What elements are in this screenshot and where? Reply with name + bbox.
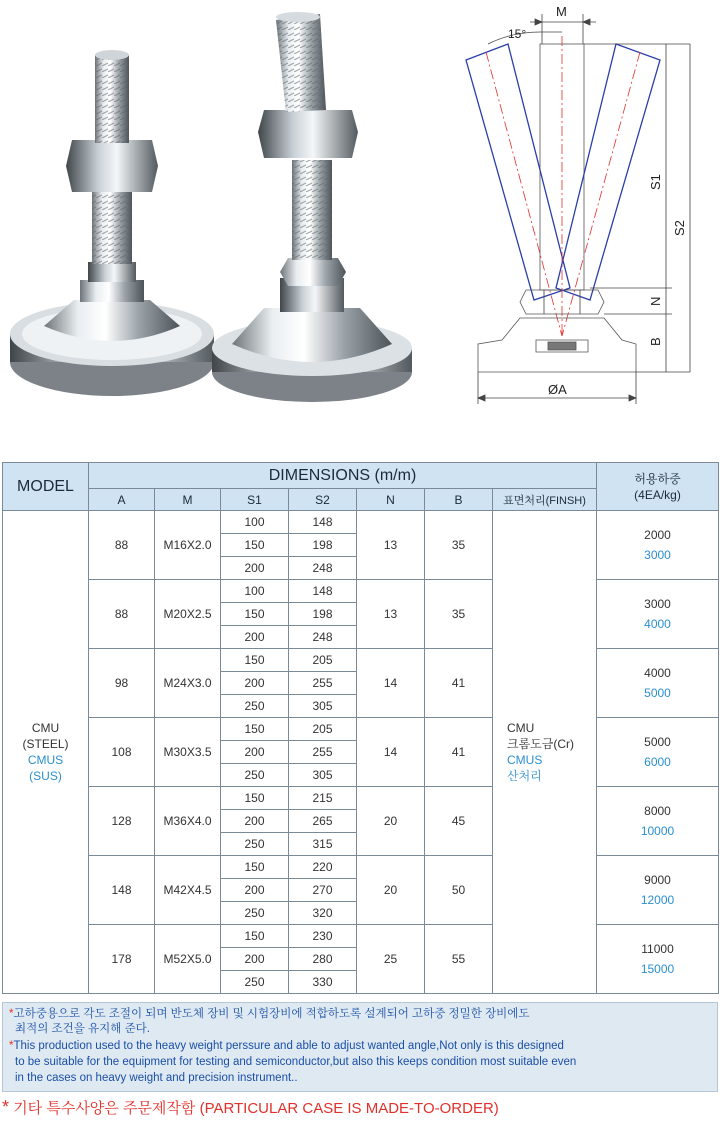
cell-a: 148 — [89, 856, 155, 925]
cell-s1: 100 — [221, 511, 289, 534]
cell-b: 55 — [425, 925, 493, 994]
note-asterisk: * — [9, 1040, 14, 1052]
cell-s2: 255 — [289, 672, 357, 695]
cell-s1: 150 — [221, 925, 289, 948]
cell-s1: 250 — [221, 971, 289, 994]
finish-cell — [493, 511, 597, 994]
load-cell — [597, 718, 719, 787]
col-s2: S2 — [289, 489, 357, 511]
cell-n: 25 — [357, 925, 425, 994]
load-cell — [597, 511, 719, 580]
table-row — [3, 511, 719, 534]
col-m: M — [155, 489, 221, 511]
cell-s1: 150 — [221, 649, 289, 672]
col-s1: S1 — [221, 489, 289, 511]
cell-s2: 320 — [289, 902, 357, 925]
cell-s1: 200 — [221, 626, 289, 649]
load-steel: 9000 — [644, 873, 671, 887]
cell-s1: 200 — [221, 741, 289, 764]
load-cell — [597, 856, 719, 925]
product-figure — [0, 0, 720, 440]
spec-table-body — [3, 511, 719, 994]
cell-n: 20 — [357, 787, 425, 856]
cell-s2: 230 — [289, 925, 357, 948]
cell-s2: 220 — [289, 856, 357, 879]
cell-s2: 305 — [289, 764, 357, 787]
cell-m: M30X3.5 — [155, 718, 221, 787]
cell-s2: 148 — [289, 511, 357, 534]
table-row — [3, 580, 719, 603]
col-a: A — [89, 489, 155, 511]
cell-n: 20 — [357, 856, 425, 925]
cell-m: M42X4.5 — [155, 856, 221, 925]
col-b: B — [425, 489, 493, 511]
dim-label-a: ØA — [548, 382, 567, 397]
table-row — [3, 649, 719, 672]
dim-label-s2: S2 — [672, 220, 687, 236]
load-steel: 4000 — [644, 666, 671, 680]
cell-a: 88 — [89, 580, 155, 649]
load-cell — [597, 787, 719, 856]
cell-n: 13 — [357, 511, 425, 580]
header-dimensions: DIMENSIONS (m/m) — [89, 463, 597, 489]
cell-s1: 250 — [221, 902, 289, 925]
cell-s2: 148 — [289, 580, 357, 603]
table-row — [3, 787, 719, 810]
header-load-line1: 허용하중 — [634, 471, 681, 486]
finish-steel-note: 크롬도금(Cr) — [507, 737, 575, 751]
header-model: MODEL — [3, 463, 89, 511]
cell-s2: 215 — [289, 787, 357, 810]
cell-s1: 250 — [221, 764, 289, 787]
finish-sus: CMUS — [507, 753, 543, 767]
finish-steel: CMU — [507, 721, 535, 735]
load-sus: 5000 — [644, 686, 671, 700]
cell-n: 13 — [357, 580, 425, 649]
cell-s1: 200 — [221, 810, 289, 833]
cell-a: 88 — [89, 511, 155, 580]
load-sus: 3000 — [644, 548, 671, 562]
cell-s2: 205 — [289, 649, 357, 672]
load-sus: 12000 — [640, 893, 675, 907]
table-row — [3, 925, 719, 948]
leveling-foot-photo-right — [212, 12, 412, 402]
cell-n: 14 — [357, 649, 425, 718]
cell-s2: 205 — [289, 718, 357, 741]
cell-b: 35 — [425, 511, 493, 580]
note-asterisk: * — [9, 1008, 14, 1020]
load-cell — [597, 649, 719, 718]
cell-m: M36X4.0 — [155, 787, 221, 856]
load-cell — [597, 580, 719, 649]
model-steel-note: (STEEL) — [22, 737, 69, 751]
cell-m: M52X5.0 — [155, 925, 221, 994]
cell-s2: 198 — [289, 534, 357, 557]
spec-table — [2, 462, 719, 994]
leveling-foot-photo-left — [10, 50, 214, 396]
cell-b: 41 — [425, 649, 493, 718]
cell-s1: 150 — [221, 856, 289, 879]
cell-s1: 200 — [221, 672, 289, 695]
load-steel: 3000 — [644, 597, 671, 611]
cell-a: 178 — [89, 925, 155, 994]
dim-label-m: M — [556, 4, 567, 19]
cell-s1: 150 — [221, 718, 289, 741]
cell-b: 41 — [425, 718, 493, 787]
table-row — [3, 718, 719, 741]
cell-s1: 200 — [221, 879, 289, 902]
footer-text: 기타 특수사양은 주문제작함 (PARTICULAR CASE IS MADE-TO-ORDER) — [13, 1100, 499, 1117]
load-sus: 4000 — [644, 617, 671, 631]
cell-b: 35 — [425, 580, 493, 649]
load-steel: 2000 — [644, 528, 671, 542]
notes-box — [2, 1002, 718, 1092]
cell-s1: 150 — [221, 603, 289, 626]
cell-a: 98 — [89, 649, 155, 718]
model-sus-note: (SUS) — [29, 769, 62, 783]
cell-a: 108 — [89, 718, 155, 787]
cell-s2: 305 — [289, 695, 357, 718]
note-english-line2: to be suitable for the equipment for testing and semiconductor,but also this keeps condition most suitable even — [15, 1056, 577, 1068]
cell-s2: 280 — [289, 948, 357, 971]
cell-s2: 248 — [289, 557, 357, 580]
model-steel: CMU — [31, 721, 60, 735]
load-steel: 8000 — [644, 804, 671, 818]
dim-label-s1: S1 — [648, 174, 663, 190]
load-sus: 10000 — [640, 824, 675, 838]
cell-s2: 248 — [289, 626, 357, 649]
cell-s2: 265 — [289, 810, 357, 833]
cell-m: M20X2.5 — [155, 580, 221, 649]
cell-m: M16X2.0 — [155, 511, 221, 580]
dim-label-b: B — [648, 337, 663, 346]
cell-a: 128 — [89, 787, 155, 856]
dim-label-n: N — [648, 296, 663, 306]
model-cell — [3, 511, 89, 994]
table-row — [3, 856, 719, 879]
finish-sus-note: 산처리 — [507, 769, 542, 783]
cell-m: M24X3.0 — [155, 649, 221, 718]
cell-s2: 270 — [289, 879, 357, 902]
header-load — [597, 463, 719, 511]
note-korean-line2: 최적의 조건을 유지해 준다. — [15, 1023, 150, 1035]
col-finish: 표면처리(FINSH) — [493, 489, 597, 511]
dim-label-angle: 15° — [508, 27, 527, 41]
cell-s1: 200 — [221, 557, 289, 580]
note-english-line3: in the cases on heavy weight and precision instrument.. — [15, 1072, 298, 1084]
col-n: N — [357, 489, 425, 511]
cell-s1: 250 — [221, 695, 289, 718]
note-english-line1: *This production used to the heavy weight perssure and able to adjust wanted angle,Not only is this designed — [9, 1040, 564, 1052]
cell-s2: 255 — [289, 741, 357, 764]
load-sus: 15000 — [640, 962, 675, 976]
cell-n: 14 — [357, 718, 425, 787]
cell-s1: 150 — [221, 787, 289, 810]
cell-s2: 315 — [289, 833, 357, 856]
made-to-order-notice — [2, 1097, 499, 1118]
load-steel: 5000 — [644, 735, 671, 749]
footer-asterisk: * — [2, 1097, 10, 1117]
cell-b: 50 — [425, 856, 493, 925]
cell-s1: 100 — [221, 580, 289, 603]
load-sus: 6000 — [644, 755, 671, 769]
cell-s2: 198 — [289, 603, 357, 626]
header-load-line2: (4EA/kg) — [634, 487, 681, 502]
load-cell — [597, 925, 719, 994]
load-steel: 11000 — [641, 942, 674, 956]
model-sus: CMUS — [27, 753, 64, 767]
note-korean-line1: *고하중용으로 각도 조절이 되며 반도체 장비 및 시험장비에 적합하도록 설계되어 고하중 정밀한 장비에도 — [9, 1008, 530, 1020]
cell-s1: 250 — [221, 833, 289, 856]
cell-s2: 330 — [289, 971, 357, 994]
cell-b: 45 — [425, 787, 493, 856]
cell-s1: 200 — [221, 948, 289, 971]
cell-s1: 150 — [221, 534, 289, 557]
